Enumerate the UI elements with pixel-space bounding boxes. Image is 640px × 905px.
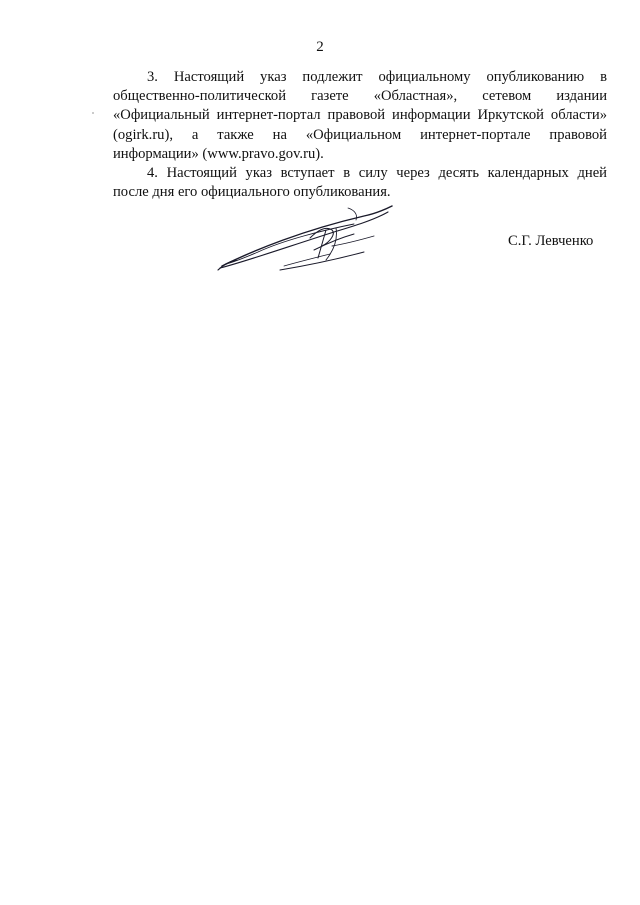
page-number: 2	[316, 39, 324, 55]
paragraph-line: 4. Настоящий указ вступает в силу через десять календарных дней	[147, 165, 607, 182]
paragraph-line: информации» (www.pravo.gov.ru).	[113, 145, 324, 162]
paragraph-line: (ogirk.ru), а также на «Официальном интернет-портале правовой	[113, 126, 607, 143]
handwritten-signature	[214, 200, 396, 276]
paragraph-line: общественно-политической газете «Областная», сетевом издании	[113, 88, 607, 105]
paragraph-line: после дня его официального опубликования.	[113, 184, 391, 201]
paragraph-line: 3. Настоящий указ подлежит официальному опубликованию в	[147, 69, 607, 85]
paragraph-entry-into-force	[113, 164, 607, 202]
document-body	[113, 68, 607, 202]
paragraph-line: «Официальный интернет-портал правовой информации Иркутской области»	[113, 107, 607, 124]
paragraph-publication	[113, 68, 607, 164]
signatory-name: С.Г. Левченко	[508, 233, 594, 249]
margin-dot	[92, 112, 94, 114]
